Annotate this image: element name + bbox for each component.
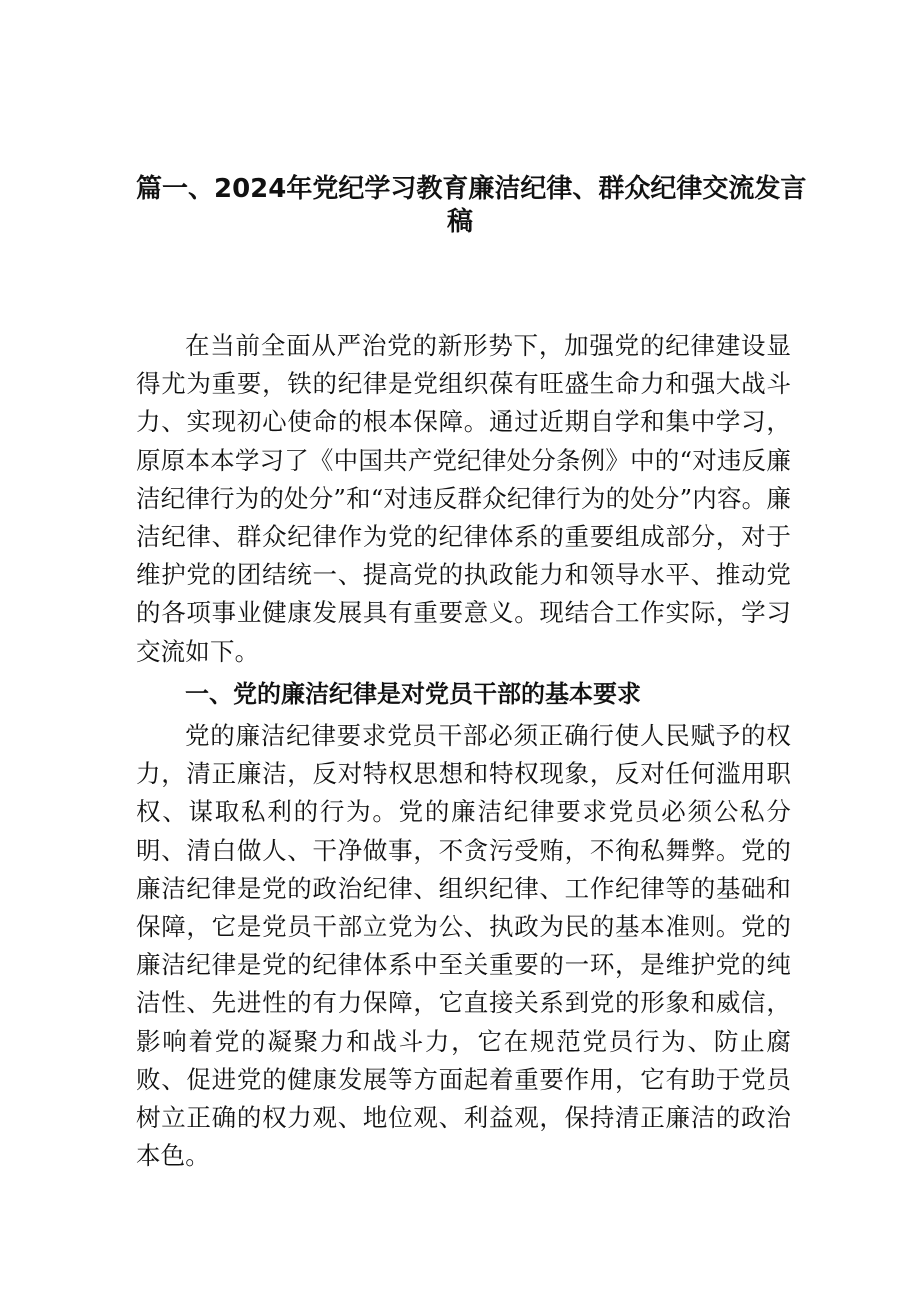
section-1-heading: 一、党的廉洁纪律是对党员干部的基本要求 xyxy=(185,680,641,708)
document-title-line-2: 稿 xyxy=(446,207,473,237)
document-title-line-1: 篇一、2024年党纪学习教育廉洁纪律、群众纪律交流发言 xyxy=(136,174,807,204)
intro-paragraph: 在当前全面从严治党的新形势下，加强党的纪律建设显得尤为重要，铁的纪律是党组织葆有旺盛生命力和强大战斗力、实现初心使命的根本保障。通过近期自学和集中学习，原原本本学习了《中国共产党纪律处分条例》中的“对违反廉洁纪律行为的处分”和“对违反群众纪律行为的处分”内容。廉洁纪律、群众纪律作为党的纪律体系的重要组成部分，对于维护党的团结统一、提高党的执政能力和领导水平、推动党的各项事业健康发展具有重要意义。现结合工作实际，学习交流如下。 xyxy=(136,331,791,666)
section-1-paragraph: 党的廉洁纪律要求党员干部必须正确行使人民赋予的权力，清正廉洁，反对特权思想和特权现象，反对任何滥用职权、谋取私利的行为。党的廉洁纪律要求党员必须公私分明、清白做人、干净做事，不贪污受贿，不徇私舞弊。党的廉洁纪律是党的政治纪律、组织纪律、工作纪律等的基础和保障，它是党员干部立党为公、执政为民的基本准则。党的廉洁纪律是党的纪律体系中至关重要的一环，是维护党的纯洁性、先进性的有力保障，它直接关系到党的形象和威信，影响着党的凝聚力和战斗力，它在规范党员行为、防止腐败、促进党的健康发展等方面起着重要作用，它有助于党员树立正确的权力观、地位观、利益观，保持清正廉洁的政治本色。 xyxy=(136,721,791,1171)
